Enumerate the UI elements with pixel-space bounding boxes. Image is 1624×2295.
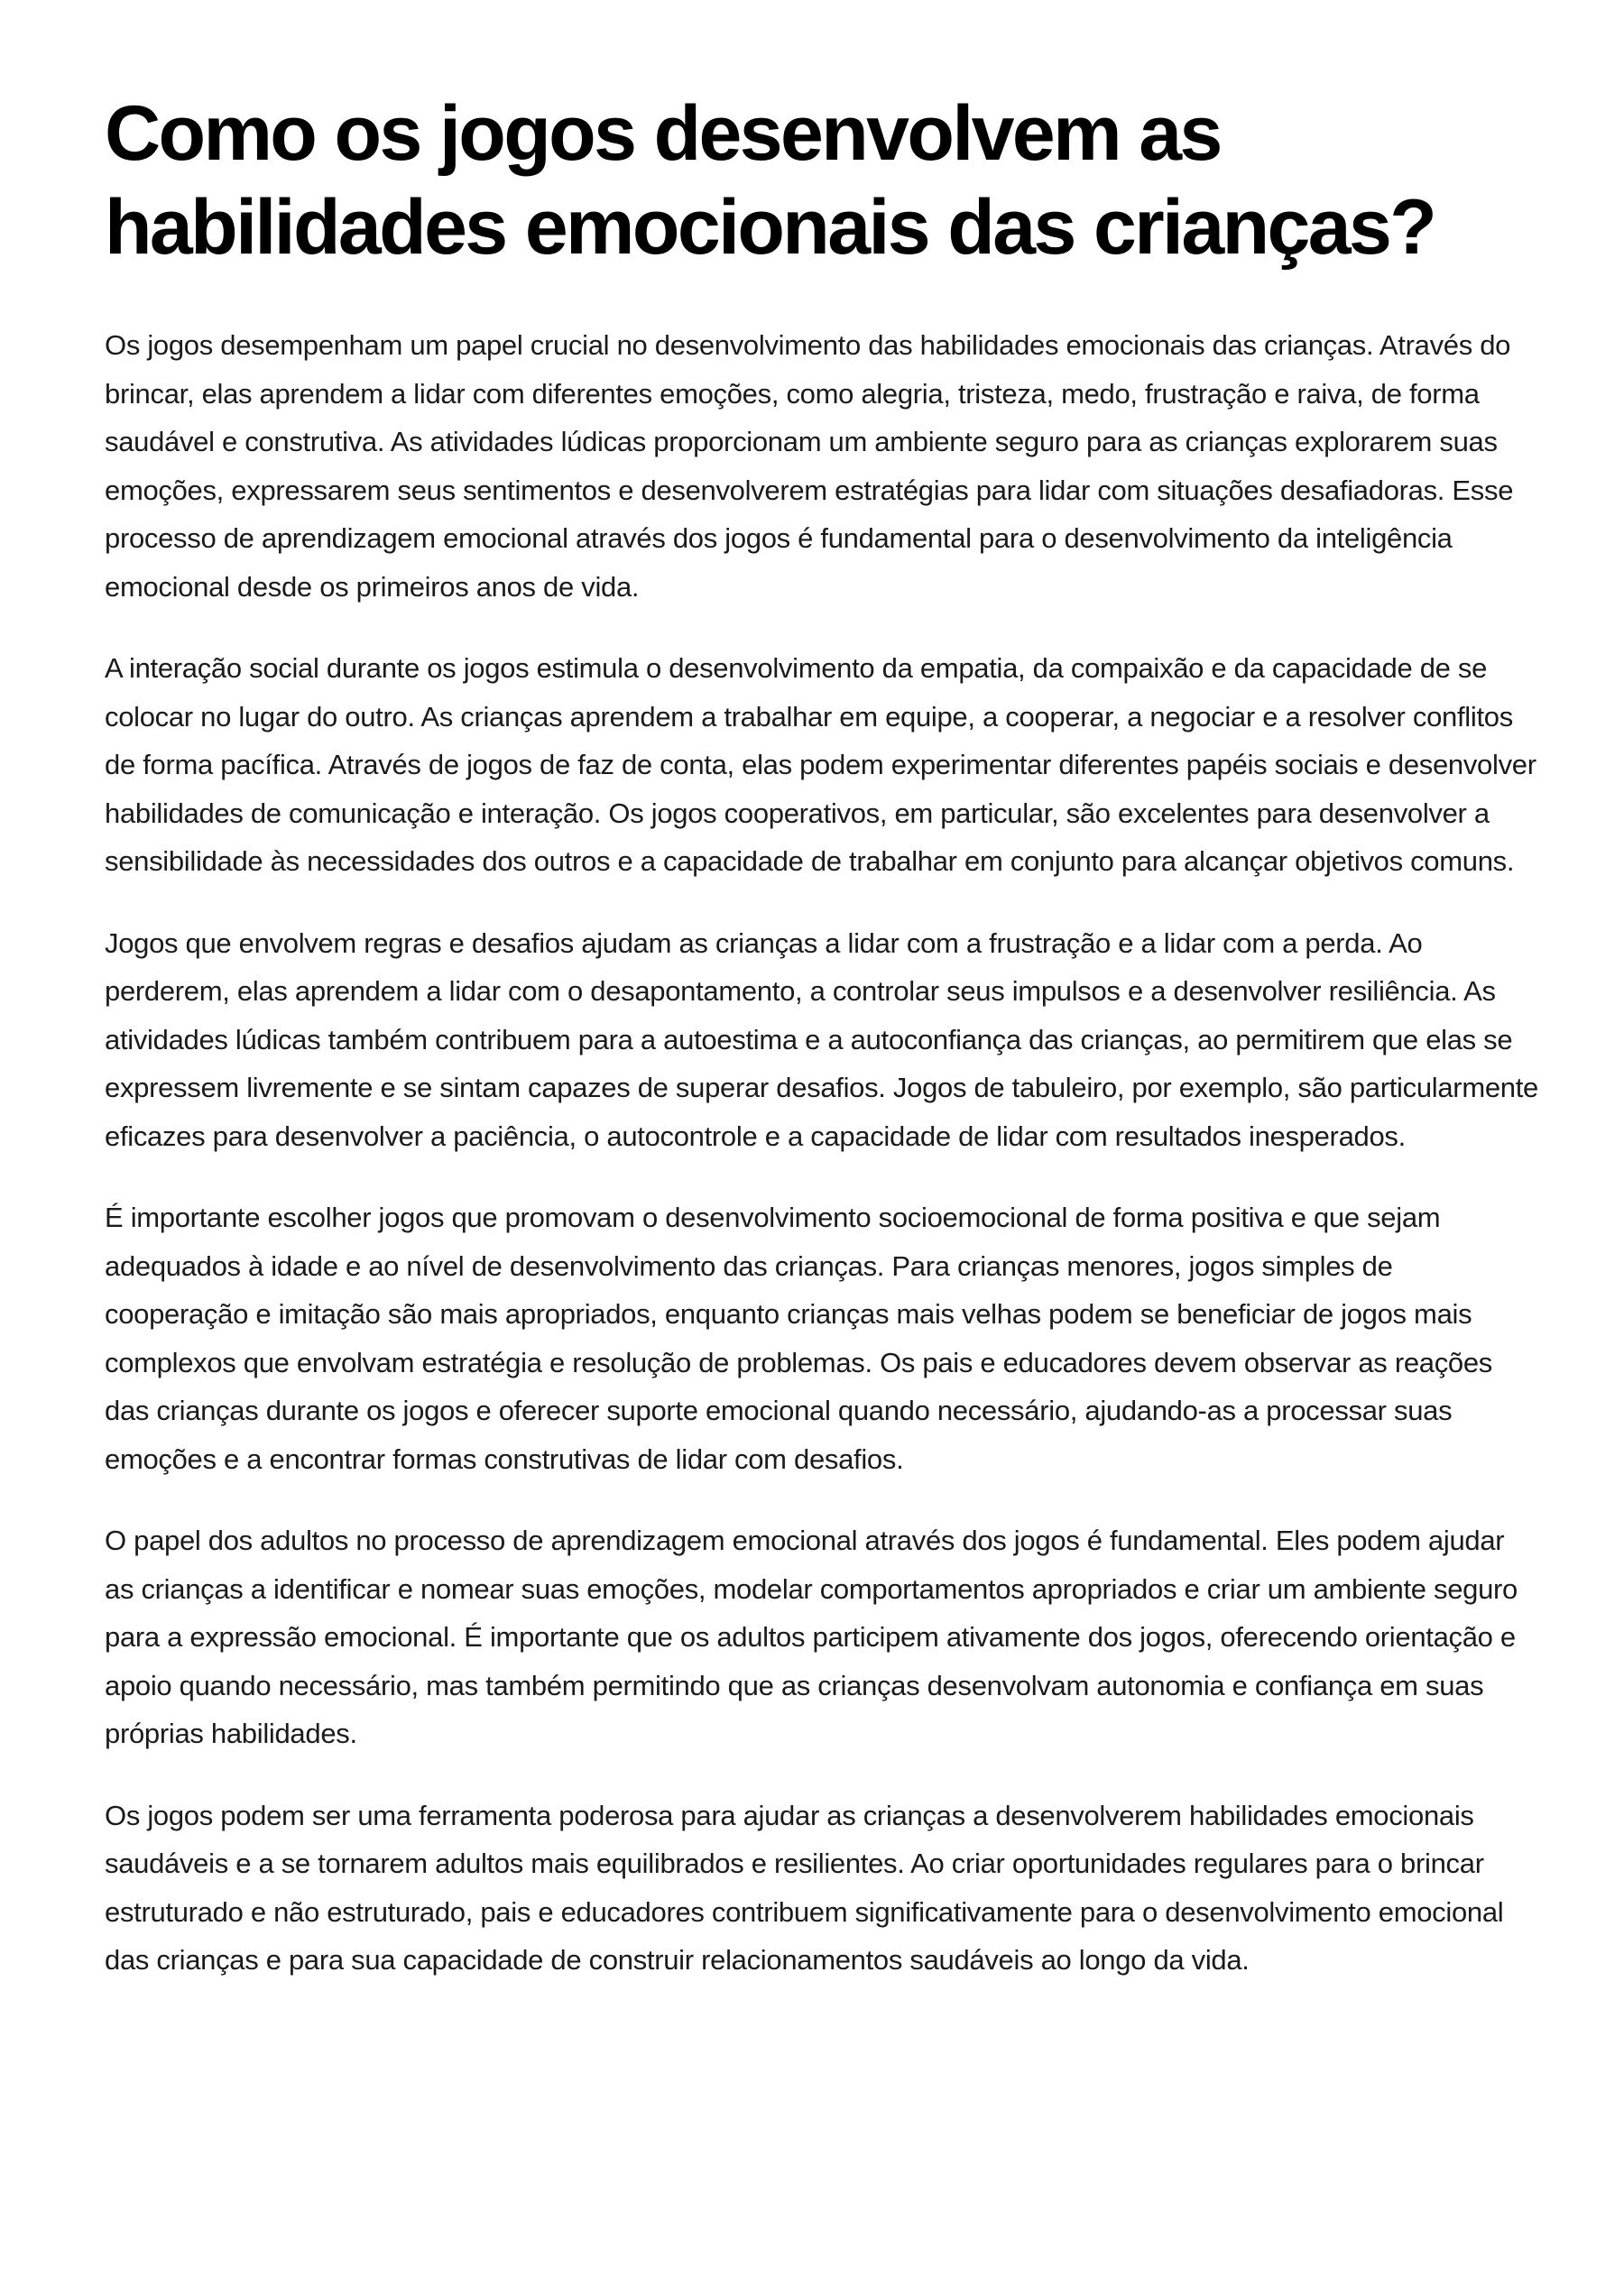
paragraph-4: É importante escolher jogos que promovam o desenvolvimento socioemocional de forma positiva e que sejam adequados à idade e ao nível de desenvolvimento das crianças. Para crianças menores, jogos simples de cooperação e imitação são mais apropriados, enquanto crianças mais velhas podem se beneficiar de jogos mais complexos que envolvam estratégia e resolução de problemas. Os pais e educadores devem observar as reações das crianças durante os jogos e oferecer suporte emocional quando necessário, ajudando-as a processar suas emoções e a encontrar formas construtivas de lidar com desafios.: [105, 1202, 1493, 1475]
paragraph-1: Os jogos desempenham um papel crucial no desenvolvimento das habilidades emocionais das crianças. Através do brincar, elas aprendem a lidar com diferentes emoções, como alegria, tristeza, medo, frustração e raiva, de forma saudável e construtiva. As atividades lúdicas proporcionam um ambiente seguro para as crianças explorarem suas emoções, expressarem seus sentimentos e desenvolverem estratégias para lidar com situações desafiadoras. Esse processo de aprendizagem emocional através dos jogos é fundamental para o desenvolvimento da inteligência emocional desde os primeiros anos de vida.: [105, 329, 1514, 603]
document-title: Como os jogos desenvolvem as habilidades emocionais das crianças?: [105, 90, 1435, 271]
paragraph-6: Os jogos podem ser uma ferramenta poderosa para ajudar as crianças a desenvolverem habilidades emocionais saudáveis e a se tornarem adultos mais equilibrados e resilientes. Ao criar oportunidades regulares para o brincar estruturado e não estruturado, pais e educadores contribuem significativamente para o desenvolvimento emocional das crianças e para sua capacidade de construir relacionamentos saudáveis ao longo da vida.: [105, 1799, 1504, 1976]
paragraph-5: O papel dos adultos no processo de aprendizagem emocional através dos jogos é fundamental. Eles podem ajudar as crianças a identificar e nomear suas emoções, modelar comportamentos apropriados e criar um ambiente seguro para a expressão emocional. É importante que os adultos participem ativamente dos jogos, oferecendo orientação e apoio quando necessário, mas também permitindo que as crianças desenvolvam autonomia e confiança em suas próprias habilidades.: [105, 1525, 1518, 1749]
paragraph-3: Jogos que envolvem regras e desafios ajudam as crianças a lidar com a frustração e a lidar com a perda. Ao perderem, elas aprendem a lidar com o desapontamento, a controlar seus impulsos e a desenvolver resiliência. As atividades lúdicas também contribuem para a autoestima e a autoconfiança das crianças, ao permitirem que elas se expressem livremente e se sintam capazes de superar desafios. Jogos de tabuleiro, por exemplo, são particularmente eficazes para desenvolver a paciência, o autocontrole e a capacidade de lidar com resultados inesperados.: [105, 926, 1538, 1152]
paragraph-2: A interação social durante os jogos estimula o desenvolvimento da empatia, da compaixão e da capacidade de se colocar no lugar do outro. As crianças aprendem a trabalhar em equipe, a cooperar, a negociar e a resolver conflitos de forma pacífica. Através de jogos de faz de conta, elas podem experimentar diferentes papéis sociais e desenvolver habilidades de comunicação e interação. Os jogos cooperativos, em particular, são excelentes para desenvolver a sensibilidade às necessidades dos outros e a capacidade de trabalhar em conjunto para alcançar objetivos comuns.: [105, 652, 1536, 877]
document-body: [105, 321, 1539, 1985]
document-content: [105, 87, 1539, 2018]
